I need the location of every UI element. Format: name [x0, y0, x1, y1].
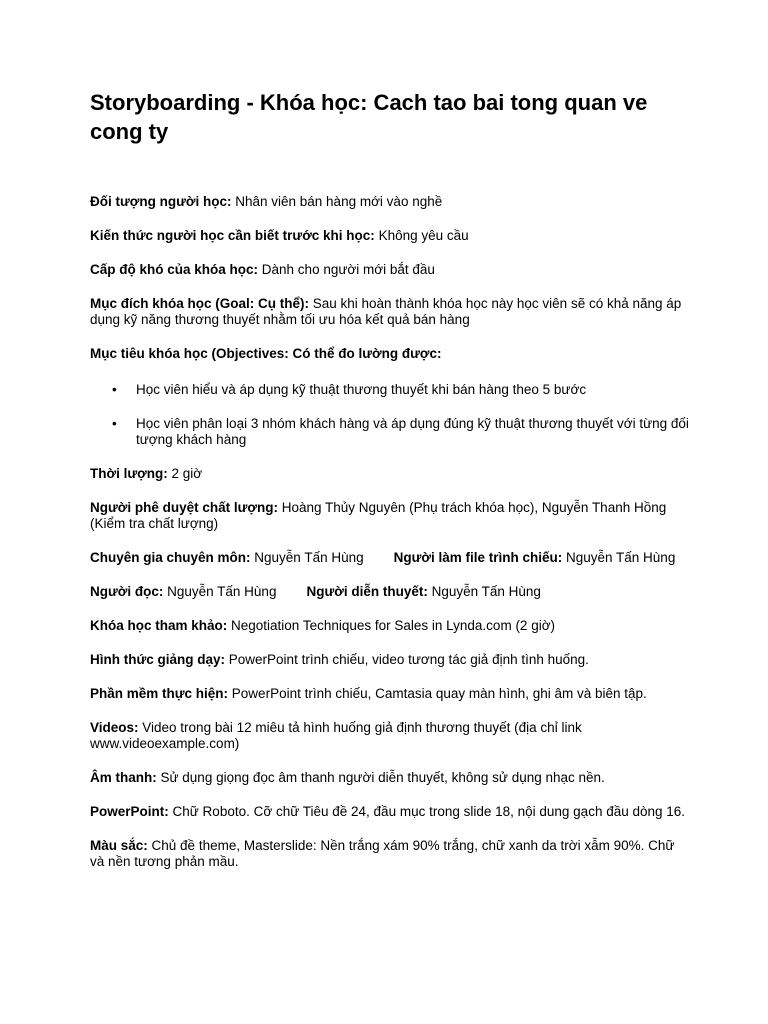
field-label: Người đọc: [90, 584, 164, 599]
field-label: Chuyên gia chuyên môn: [90, 550, 251, 565]
bullet-icon: • [112, 416, 117, 431]
field-value: Nguyễn Tấn Hùng [250, 550, 364, 565]
field-format [90, 652, 690, 668]
field-value: Nguyễn Tấn Hùng [163, 584, 277, 599]
field-label: Mục tiêu khóa học (Objectives: Có thể đo lường được: [90, 346, 442, 361]
field-value: Sử dụng giọng đọc âm thanh người diễn thuyết, không sử dụng nhạc nền. [156, 770, 605, 785]
field-label: Người phê duyệt chất lượng: [90, 500, 278, 515]
field-value: PowerPoint trình chiếu, video tương tác giả định tình huống. [225, 652, 589, 667]
field-value: Nguyễn Tấn Hùng [427, 584, 541, 599]
field-label: Khóa học tham khảo: [90, 618, 228, 633]
field-duration [90, 466, 690, 482]
field-value: Dành cho người mới bắt đầu [258, 262, 435, 277]
field-powerpoint [90, 804, 690, 820]
field-label: Người diễn thuyết: [306, 584, 428, 599]
field-reader-row [90, 584, 690, 600]
field-value: 2 giờ [167, 466, 203, 481]
field-label: PowerPoint: [90, 804, 169, 819]
field-goal [90, 296, 690, 328]
field-value: Không yêu cầu [374, 228, 469, 243]
bullet-icon: • [112, 382, 117, 397]
field-label: Kiến thức người học cần biết trước khi học: [90, 228, 375, 243]
field-label: Phần mềm thực hiện: [90, 686, 229, 701]
field-value: Chủ đề theme, Masterslide: Nền trắng xám 90% trắng, chữ xanh da trời xẫm 90%. Chữ và nền tương phản mầu. [90, 838, 675, 869]
objectives-list [90, 382, 690, 448]
field-label: Người làm file trình chiếu: [393, 550, 563, 565]
field-value: Nguyễn Tấn Hùng [562, 550, 676, 565]
list-item [90, 416, 690, 448]
field-value: Hoàng Thủy Nguyên (Phụ trách khóa học), Nguyễn Thanh Hồng (Kiểm tra chất lượng) [90, 500, 667, 531]
field-software [90, 686, 690, 702]
field-videos [90, 720, 690, 752]
field-value: Negotiation Techniques for Sales in Lynda.com (2 giờ) [227, 618, 556, 633]
field-objectives [90, 346, 690, 362]
field-value: Nhân viên bán hàng mới vào nghề [231, 194, 443, 209]
field-prerequisite [90, 228, 690, 244]
field-label: Mục đích khóa học (Goal: Cụ thể): [90, 296, 309, 311]
field-label: Cấp độ khó của khóa học: [90, 262, 259, 277]
document-page [90, 88, 690, 888]
field-reviewers [90, 500, 690, 532]
field-audience [90, 194, 690, 210]
field-label: Hình thức giảng dạy: [90, 652, 226, 667]
list-item [90, 382, 690, 398]
field-expert-row [90, 550, 690, 566]
field-label: Đối tượng người học: [90, 194, 232, 209]
field-value: Sau khi hoàn thành khóa học này học viên sẽ có khả năng áp dụng kỹ năng thương thuyết nhằm tối ưu hóa kết quả bán hàng [90, 296, 682, 327]
list-item-text: Học viên phân loại 3 nhóm khách hàng và áp dụng đúng kỹ thuật thương thuyết với từng đối tượng khách hàng [136, 416, 689, 447]
field-value: Video trong bài 12 miêu tả hình huống giả định thương thuyết (địa chỉ link www.videoexample.com) [90, 720, 582, 751]
field-label: Videos: [90, 720, 139, 735]
field-reference [90, 618, 690, 634]
document-title: Storyboarding - Khóa học: Cach tao bai tong quan ve cong ty [90, 90, 648, 144]
list-item-text: Học viên hiểu và áp dụng kỹ thuật thương thuyết khi bán hàng theo 5 bước [136, 382, 587, 397]
field-value: Chữ Roboto. Cỡ chữ Tiêu đề 24, đầu mục trong slide 18, nội dung gạch đầu dòng 16. [168, 804, 686, 819]
field-level [90, 262, 690, 278]
field-label: Thời lượng: [90, 466, 168, 481]
field-audio [90, 770, 690, 786]
field-value: PowerPoint trình chiếu, Camtasia quay màn hình, ghi âm và biên tập. [228, 686, 647, 701]
field-colors [90, 838, 690, 870]
field-label: Màu sắc: [90, 838, 148, 853]
field-label: Âm thanh: [90, 770, 157, 785]
